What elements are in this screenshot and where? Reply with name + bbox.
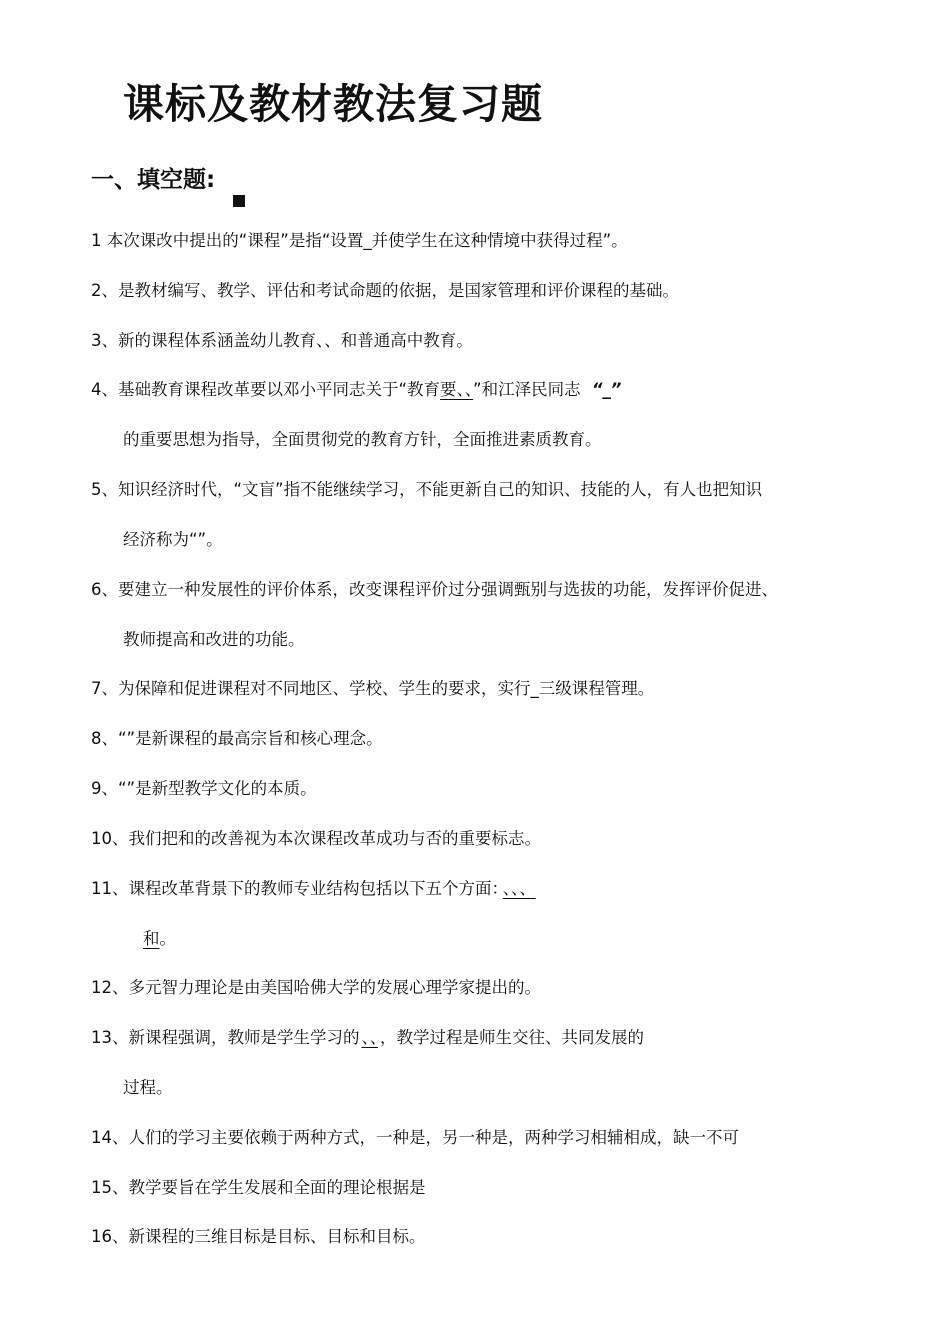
question-11-blank: 、、、 (502, 879, 536, 898)
question-9: 9、“”是新型教学文化的本质。 (91, 779, 317, 798)
section-heading: 一、填空题: (91, 167, 216, 193)
question-12: 12、多元智力理论是由美国哈佛大学的发展心理学家提出的。 (91, 978, 541, 997)
question-14: 14、人们的学习主要依赖于两种方式，一种是，另一种是，两种学习相辅相成，缺一不可 (91, 1128, 739, 1147)
question-4-blank: 要、、 (440, 380, 474, 399)
question-1: 1 本次课改中提出的“课程”是指“设置_并使学生在这种情境中获得过程”。 (91, 231, 628, 250)
question-5: 5、知识经济时代，“文盲”指不能继续学习，不能更新自己的知识、技能的人，有人也把知识 (91, 480, 763, 499)
question-10: 10、我们把和的改善视为本次课程改革成功与否的重要标志。 (91, 829, 541, 848)
question-13-blank: 、、 (361, 1028, 378, 1047)
question-11-line2 (143, 927, 176, 951)
document-title: 课标及教材教法复习题 (123, 80, 543, 128)
question-13-text-a: 13、新课程强调，教师是学生学习的 (91, 1028, 360, 1047)
question-4-line2: 的重要思想为指导，全面贯彻党的教育方针，全面推进素质教育。 (123, 430, 602, 449)
question-6: 6、要建立一种发展性的评价体系，改变课程评价过分强调甄别与选拔的功能，发挥评价促进、 (91, 580, 778, 599)
question-3: 3、新的课程体系涵盖幼儿教育、、和普通高中教育。 (91, 331, 473, 350)
question-11-blank-2: 和 (143, 929, 160, 948)
question-16: 16、新课程的三维目标是目标、目标和目标。 (91, 1227, 426, 1246)
question-2: 2、是教材编写、教学、评估和考试命题的依据，是国家管理和评价课程的基础。 (91, 281, 679, 300)
question-15: 15、教学要旨在学生发展和全面的理论根据是 (91, 1178, 426, 1197)
question-5-line2: 经济称为“”。 (123, 530, 223, 549)
question-6-line2: 教师提高和改进的功能。 (123, 630, 305, 649)
question-4 (91, 378, 621, 402)
square-bullet-icon (233, 195, 245, 207)
question-8: 8、“”是新课程的最高宗旨和核心理念。 (91, 729, 383, 748)
question-4-quote: “_” (591, 380, 622, 399)
question-11-text-a: 11、课程改革背景下的教师专业结构包括以下五个方面： (91, 879, 500, 898)
question-11 (91, 877, 539, 901)
question-13-line2: 过程。 (123, 1078, 173, 1097)
question-4-text-a: 4、基础教育课程改革要以邓小平同志关于“教育 (91, 380, 441, 399)
question-13-text-c: ，教学过程是师生交往、共同发展的 (380, 1028, 644, 1047)
question-7: 7、为保障和促进课程对不同地区、学校、学生的要求，实行_三级课程管理。 (91, 679, 655, 698)
question-4-text-c: ”和江泽民同志 (473, 380, 581, 399)
question-11-end: 。 (159, 929, 176, 948)
question-13 (91, 1026, 644, 1050)
